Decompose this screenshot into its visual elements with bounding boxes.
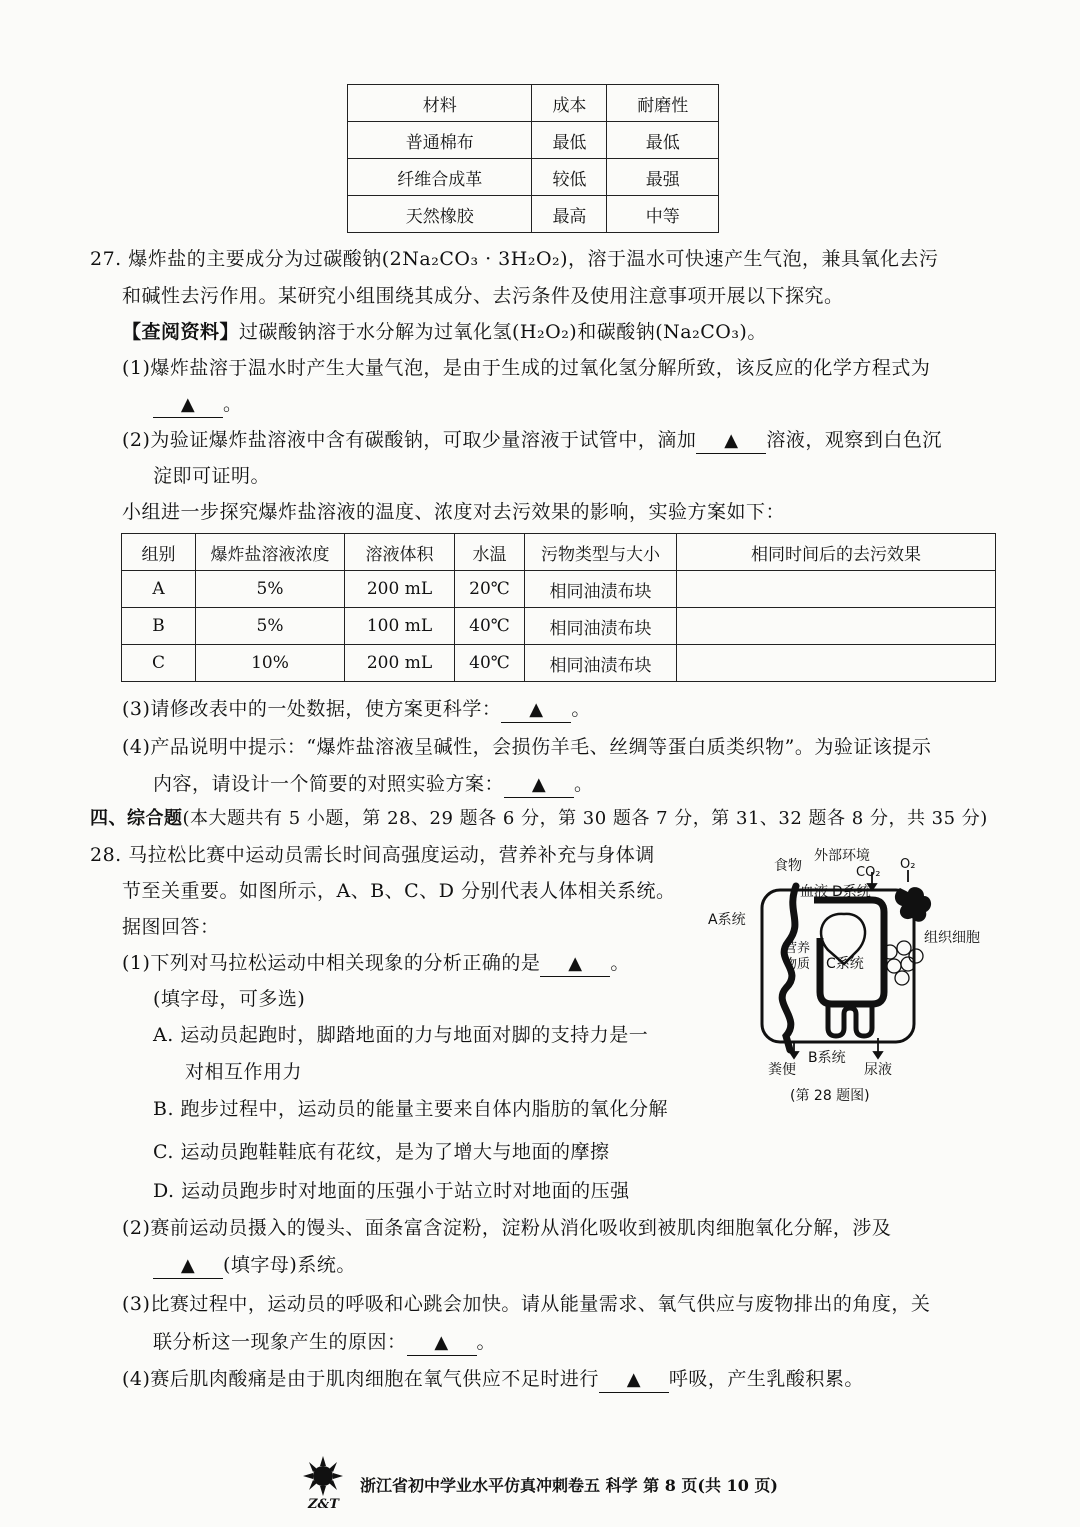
blood-vessel xyxy=(814,900,884,1004)
table-cell: 最高 xyxy=(532,196,607,233)
q28-option-b: B. 跑步过程中，运动员的能量主要来自体内脂肪的氧化分解 xyxy=(153,1098,669,1120)
table-row xyxy=(122,608,996,645)
q28-p1-note: (填字母，可多选) xyxy=(153,988,306,1010)
q27-p4-line1: (4)产品说明中提示：“爆炸盐溶液呈碱性，会损伤羊毛、丝绸等蛋白质类织物”。为验证该提示 xyxy=(122,736,932,758)
triangle-icon: ▲ xyxy=(434,1332,449,1353)
table-row xyxy=(122,645,996,682)
table-row xyxy=(348,196,719,233)
table-cell: 纤维合成革 xyxy=(348,159,532,196)
label-o2: O₂ xyxy=(900,857,916,872)
table-cell: 40℃ xyxy=(455,608,525,645)
table-cell xyxy=(677,645,996,682)
q27-p3 xyxy=(122,696,591,723)
table-header-cell: 水温 xyxy=(455,534,525,571)
label-nutrient-2: 物质 xyxy=(784,957,811,972)
label-tissue-cells: 组织细胞 xyxy=(924,930,980,946)
sun-logo-icon xyxy=(303,1456,343,1496)
label-blood: 血液 xyxy=(800,884,828,900)
q28-p3-line2 xyxy=(153,1329,496,1356)
q27-p2-line2: 淀即可证明。 xyxy=(153,465,271,487)
q28-line2: 节至关重要。如图所示，A、B、C、D 分别代表人体相关系统。 xyxy=(122,880,676,902)
table-cell: 最低 xyxy=(532,122,607,159)
q28-line1: 28. 马拉松比赛中运动员需长时间高强度运动，营养补充与身体调 xyxy=(90,844,655,866)
label-co2: CO₂ xyxy=(856,865,881,880)
reference-text: 过碳酸钠溶于水分解为过氧化氢(H₂O₂)和碳酸钠(Na₂CO₃)。 xyxy=(239,321,767,343)
table-cell: 普通棉布 xyxy=(348,122,532,159)
table-row xyxy=(348,159,719,196)
label-b-system: B系统 xyxy=(808,1050,846,1066)
kidney-loops xyxy=(828,1004,872,1036)
lungs-icon xyxy=(895,887,931,922)
table-cell: 最强 xyxy=(607,159,719,196)
table-cell: 天然橡胶 xyxy=(348,196,532,233)
answer-blank[interactable] xyxy=(501,697,571,723)
table-cell: 100 mL xyxy=(345,608,455,645)
table-header-row xyxy=(348,85,719,122)
answer-blank[interactable] xyxy=(407,1330,477,1356)
triangle-icon: ▲ xyxy=(180,1255,196,1276)
text: (填字母)系统。 xyxy=(223,1254,356,1276)
section-heading xyxy=(90,806,988,832)
q28-p2-line1: (2)赛前运动员摄入的馒头、面条富含淀粉，淀粉从消化吸收到被肌肉细胞氧化分解，涉及 xyxy=(122,1217,892,1239)
q28-p1 xyxy=(122,950,630,977)
q28-p2-line2 xyxy=(153,1252,356,1279)
q27-p2-line1 xyxy=(122,427,942,454)
table-header-row xyxy=(122,534,996,571)
q27-line1: 27. 爆炸盐的主要成分为过碳酸钠(2Na₂CO₃ · 3H₂O₂)，溶于温水可快速产生气泡，兼具氧化去污 xyxy=(90,248,939,270)
publisher-logo xyxy=(292,1454,354,1510)
text: 。 xyxy=(476,1331,497,1353)
q28-p3-line1: (3)比赛过程中，运动员的呼吸和心跳会加快。请从能量需求、氧气供应与废物排出的角度，关 xyxy=(122,1293,931,1315)
q28-option-a-line2: 对相互作用力 xyxy=(185,1061,303,1083)
table-cell: 最低 xyxy=(607,122,719,159)
table-header-cell: 组别 xyxy=(122,534,196,571)
table-cell: 200 mL xyxy=(345,645,455,682)
table-cell: 5% xyxy=(196,571,345,608)
table-cell: 相同油渍布块 xyxy=(525,571,677,608)
answer-blank[interactable] xyxy=(599,1367,669,1393)
triangle-icon: ▲ xyxy=(531,774,547,795)
text: (2)为验证爆炸盐溶液中含有碳酸钠，可取少量溶液于试管中，滴加 xyxy=(122,429,697,451)
logo-text: Z&T xyxy=(308,1497,339,1510)
triangle-icon: ▲ xyxy=(626,1369,642,1390)
table-row xyxy=(348,122,719,159)
triangle-icon: ▲ xyxy=(180,394,196,415)
answer-blank[interactable] xyxy=(540,951,610,977)
label-urine: 尿液 xyxy=(864,1062,892,1078)
label-feces: 粪便 xyxy=(768,1062,796,1078)
label-environment: 外部环境 xyxy=(814,848,870,864)
q28-option-a-line1: A. 运动员起跑时，脚踏地面的力与地面对脚的支持力是一 xyxy=(153,1024,649,1046)
page-footer: 浙江省初中学业水平仿真冲刺卷五 科学 第 8 页(共 10 页) xyxy=(360,1476,778,1495)
text: (3)请修改表中的一处数据，使方案更科学： xyxy=(122,698,502,720)
text: 。 xyxy=(610,952,630,974)
text: 溶液，观察到白色沉 xyxy=(766,429,942,451)
table-header-cell: 污物类型与大小 xyxy=(525,534,677,571)
q27-p1-line2 xyxy=(153,391,243,418)
experiment-table xyxy=(121,533,996,682)
answer-blank[interactable] xyxy=(696,428,766,454)
q27-line2: 和碱性去污作用。某研究小组围绕其成分、去污条件及使用注意事项开展以下探究。 xyxy=(122,285,844,307)
section-label: 四、综合题 xyxy=(90,808,183,829)
text: 。 xyxy=(223,393,243,415)
answer-blank[interactable] xyxy=(153,1253,223,1279)
table-header-cell: 材料 xyxy=(348,85,532,122)
materials-table xyxy=(347,84,719,233)
text: (4)赛后肌肉酸痛是由于肌肉细胞在氧气供应不足时进行 xyxy=(122,1368,599,1390)
table-header-cell: 溶液体积 xyxy=(345,534,455,571)
q28-option-c: C. 运动员跑鞋鞋底有花纹，是为了增大与地面的摩擦 xyxy=(153,1141,610,1163)
text: 联分析这一现象产生的原因： xyxy=(153,1331,407,1353)
q28-p4 xyxy=(122,1366,864,1393)
diagram-caption: (第 28 题图) xyxy=(790,1088,870,1104)
body-systems-diagram xyxy=(704,842,1004,1110)
table-cell: 5% xyxy=(196,608,345,645)
table-cell: 中等 xyxy=(607,196,719,233)
label-d-system: D系统 xyxy=(832,884,871,900)
tissue-cells-icon xyxy=(883,941,923,985)
section-text: (本大题共有 5 小题，第 28、29 题各 6 分，第 30 题各 7 分，第 31、32 题各 8 分，共 35 分) xyxy=(182,808,988,829)
table-cell xyxy=(677,571,996,608)
label-c-system: C系统 xyxy=(826,956,864,972)
label-a-system: A系统 xyxy=(708,912,746,928)
table-cell: B xyxy=(122,608,196,645)
table-cell: 较低 xyxy=(532,159,607,196)
label-nutrient: 营养 xyxy=(784,941,811,956)
table-cell xyxy=(677,608,996,645)
table-row xyxy=(122,571,996,608)
q28-option-d: D. 运动员跑步时对地面的压强小于站立时对地面的压强 xyxy=(153,1180,630,1202)
q27-p4-line2 xyxy=(153,771,594,798)
table-cell: C xyxy=(122,645,196,682)
q27-reference xyxy=(122,319,767,345)
q27-p1-line1: (1)爆炸盐溶于温水时产生大量气泡，是由于生成的过氧化氢分解所致，该反应的化学方程式为 xyxy=(122,357,931,379)
text: (1)下列对马拉松运动中相关现象的分析正确的是 xyxy=(122,952,541,974)
table-cell: 相同油渍布块 xyxy=(525,645,677,682)
answer-blank[interactable] xyxy=(153,392,223,418)
table-cell: A xyxy=(122,571,196,608)
table-header-cell: 成本 xyxy=(532,85,607,122)
reference-label: 【查阅资料】 xyxy=(122,321,240,343)
triangle-icon: ▲ xyxy=(724,430,739,451)
answer-blank[interactable] xyxy=(504,772,574,798)
table-header-cell: 耐磨性 xyxy=(607,85,719,122)
text: 内容，请设计一个简要的对照实验方案： xyxy=(153,773,505,795)
text: 呼吸，产生乳酸积累。 xyxy=(668,1368,864,1390)
table-cell: 20℃ xyxy=(455,571,525,608)
table-header-cell: 爆炸盐溶液浓度 xyxy=(196,534,345,571)
table-cell: 相同油渍布块 xyxy=(525,608,677,645)
table-cell: 10% xyxy=(196,645,345,682)
table-cell: 40℃ xyxy=(455,645,525,682)
table-header-cell: 相同时间后的去污效果 xyxy=(677,534,996,571)
table-cell: 200 mL xyxy=(345,571,455,608)
triangle-icon: ▲ xyxy=(568,953,583,974)
text: 。 xyxy=(574,773,594,795)
q28-line3: 据图回答： xyxy=(122,916,220,938)
label-food: 食物 xyxy=(774,858,802,874)
text: 。 xyxy=(571,698,591,720)
q27-intro: 小组进一步探究爆炸盐溶液的温度、浓度对去污效果的影响，实验方案如下： xyxy=(122,501,786,523)
triangle-icon: ▲ xyxy=(529,699,544,720)
